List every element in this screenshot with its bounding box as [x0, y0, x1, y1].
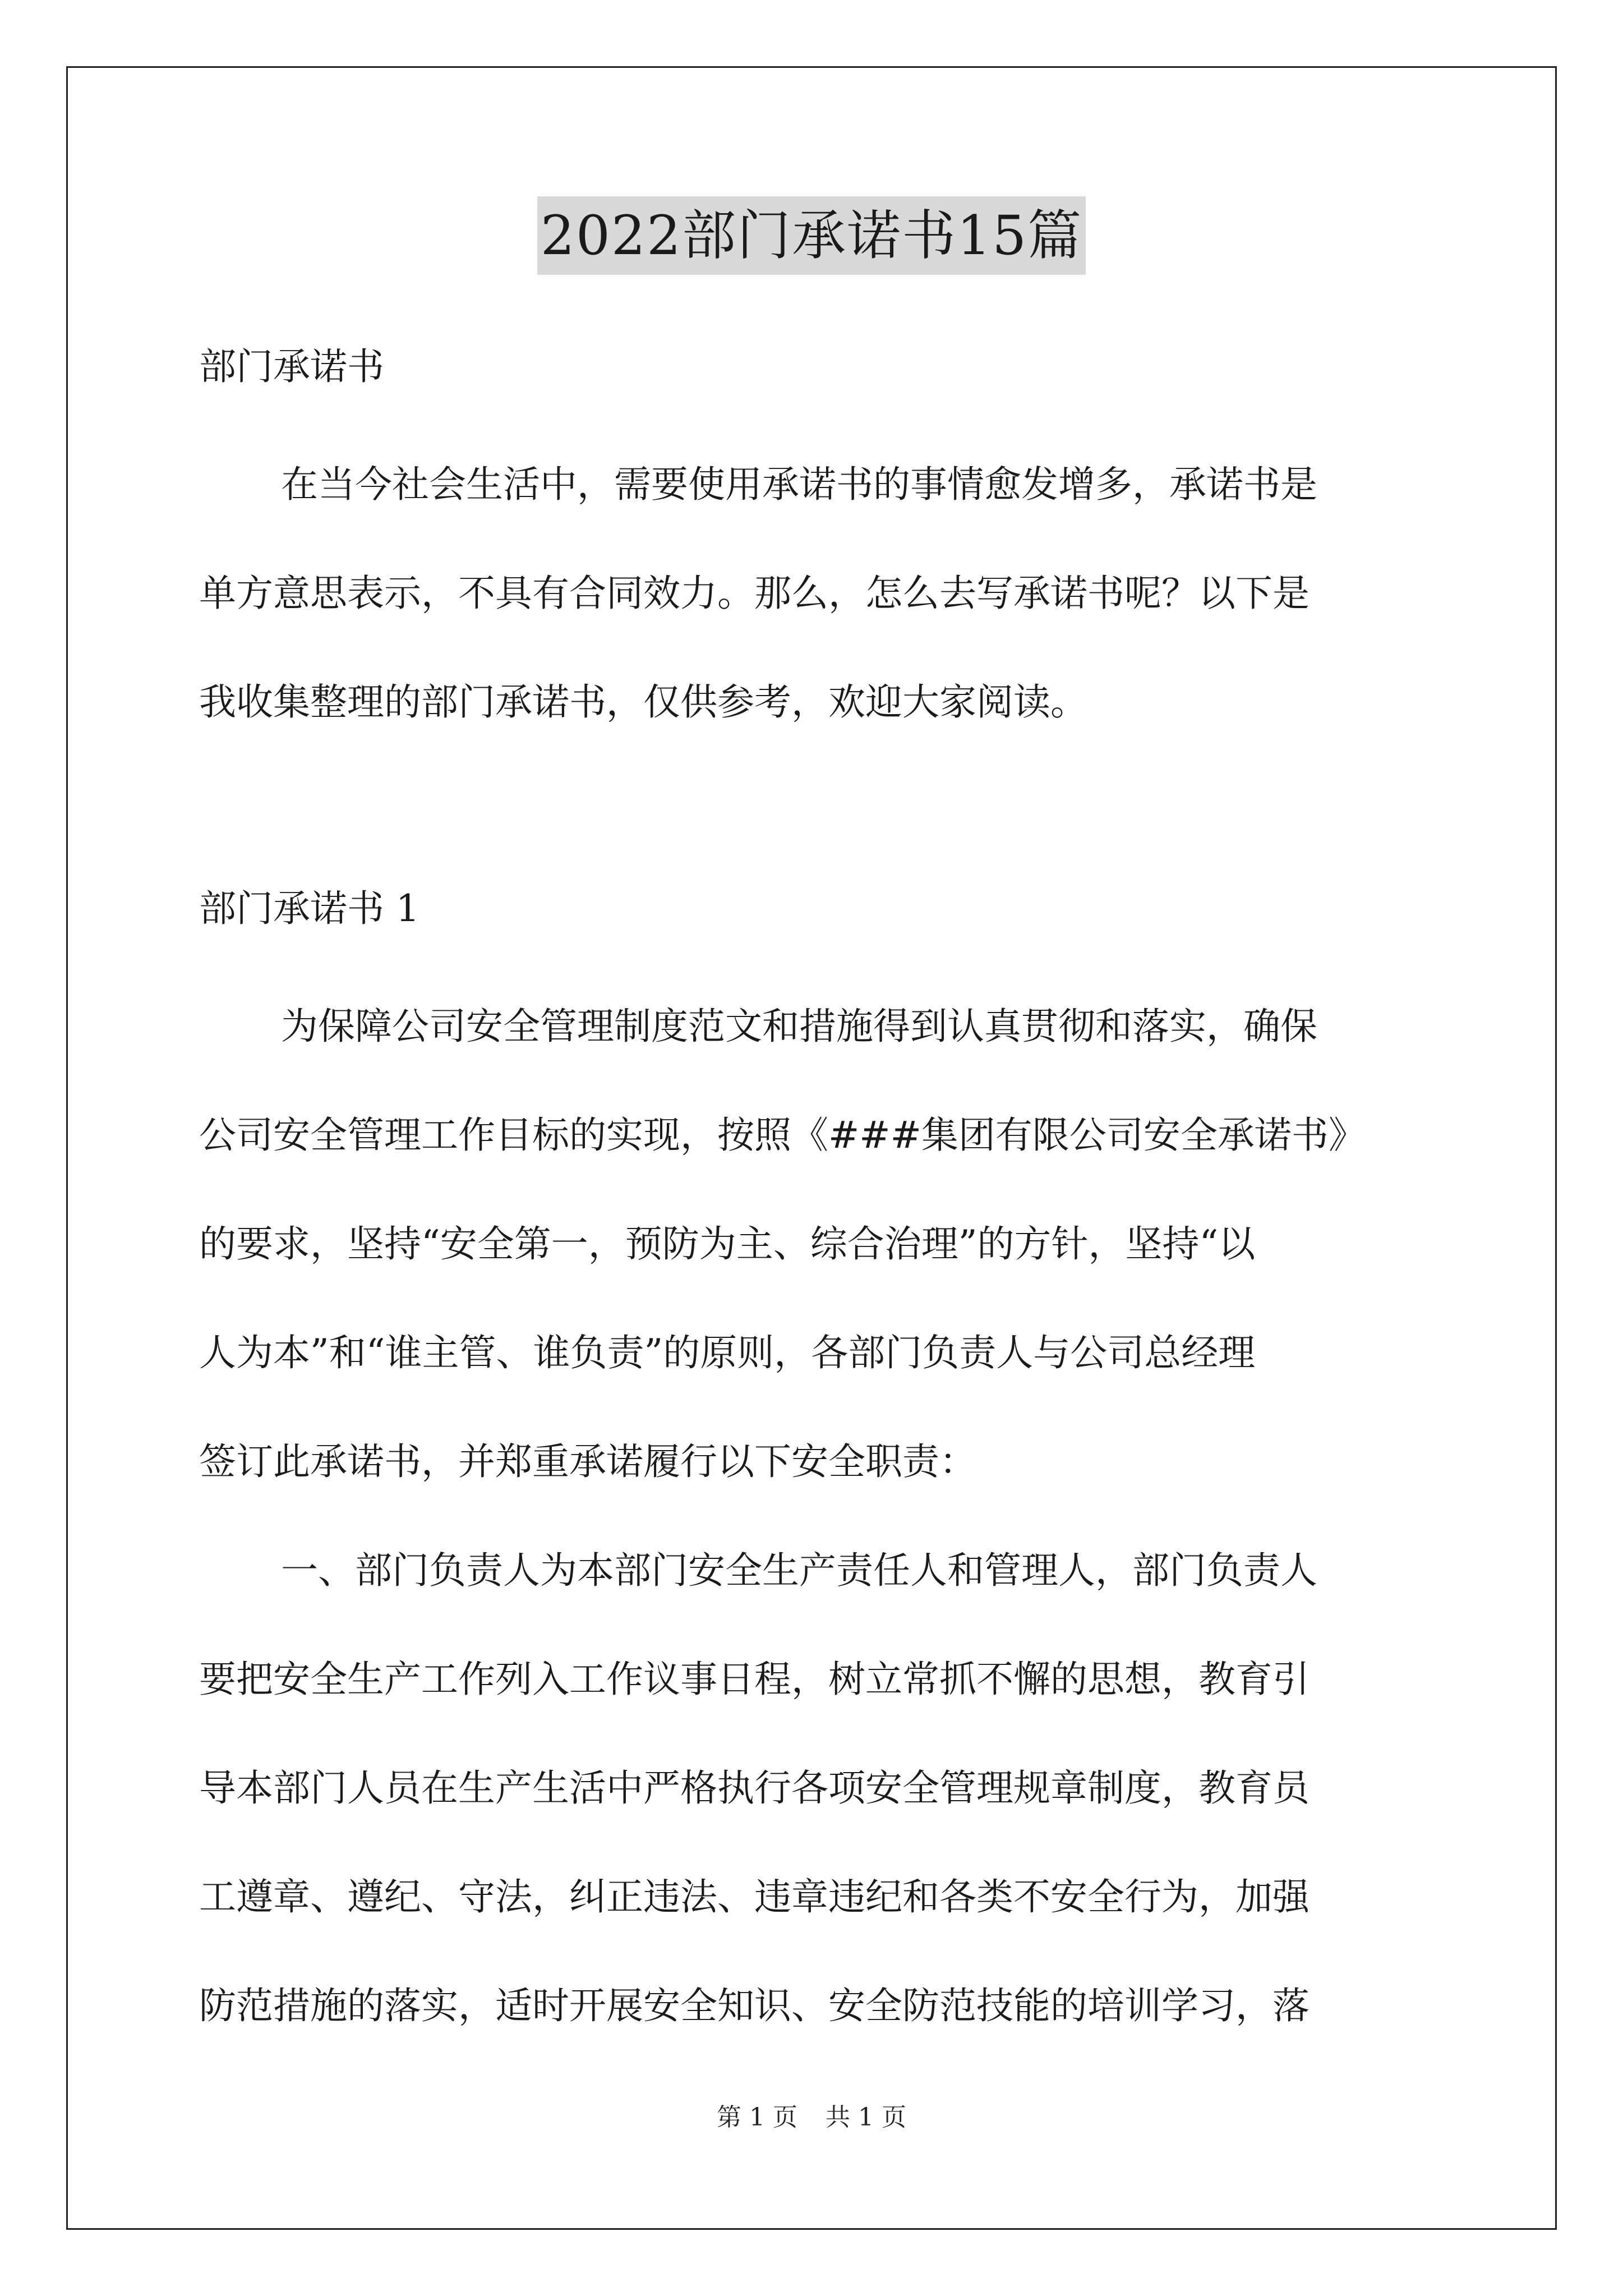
- paragraph-line: 人为本”和“谁主管、谁负责”的原则，各部门负责人与公司总经理: [199, 1331, 1256, 1374]
- document-title: 2022部门承诺书15篇: [537, 196, 1086, 275]
- paragraph-line: 工遵章、遵纪、守法，纠正违法、违章违纪和各类不安全行为，加强: [199, 1875, 1310, 1918]
- paragraph-line: 单方意思表示，不具有合同效力。那么，怎么去写承诺书呢？以下是: [199, 572, 1310, 615]
- page-number: 第 1 页: [717, 2103, 797, 2132]
- paragraph-line: 公司安全管理工作目标的实现，按照《###集团有限公司安全承诺书》: [199, 1114, 1366, 1157]
- paragraph-line: 的要求，坚持“安全第一，预防为主、综合治理”的方针，坚持“以: [199, 1222, 1256, 1266]
- paragraph-line: 导本部门人员在生产生活中严格执行各项安全管理规章制度，教育员: [199, 1766, 1310, 1810]
- paragraph-line: 在当今社会生活中，需要使用承诺书的事情愈发增多，承诺书是: [281, 463, 1317, 506]
- paragraph-line: 为保障公司安全管理制度范文和措施得到认真贯彻和落实，确保: [281, 1005, 1317, 1048]
- page-footer: [0, 2097, 1623, 2133]
- title-wrap: [0, 196, 1623, 275]
- section-heading: 部门承诺书: [199, 345, 384, 388]
- paragraph-line: 签订此承诺书，并郑重承诺履行以下安全职责：: [199, 1440, 976, 1483]
- paragraph-line: 一、部门负责人为本部门安全生产责任人和管理人，部门负责人: [281, 1549, 1317, 1592]
- paragraph-line: 防范措施的落实，适时开展安全知识、安全防范技能的培训学习，落: [199, 1984, 1310, 2027]
- section-heading: 部门承诺书 1: [199, 887, 419, 930]
- paragraph-line: 要把安全生产工作列入工作议事日程，树立常抓不懈的思想，教育引: [199, 1658, 1310, 1701]
- paragraph-line: 我收集整理的部门承诺书，仅供参考，欢迎大家阅读。: [199, 680, 1087, 724]
- page-total: 共 1 页: [826, 2103, 906, 2132]
